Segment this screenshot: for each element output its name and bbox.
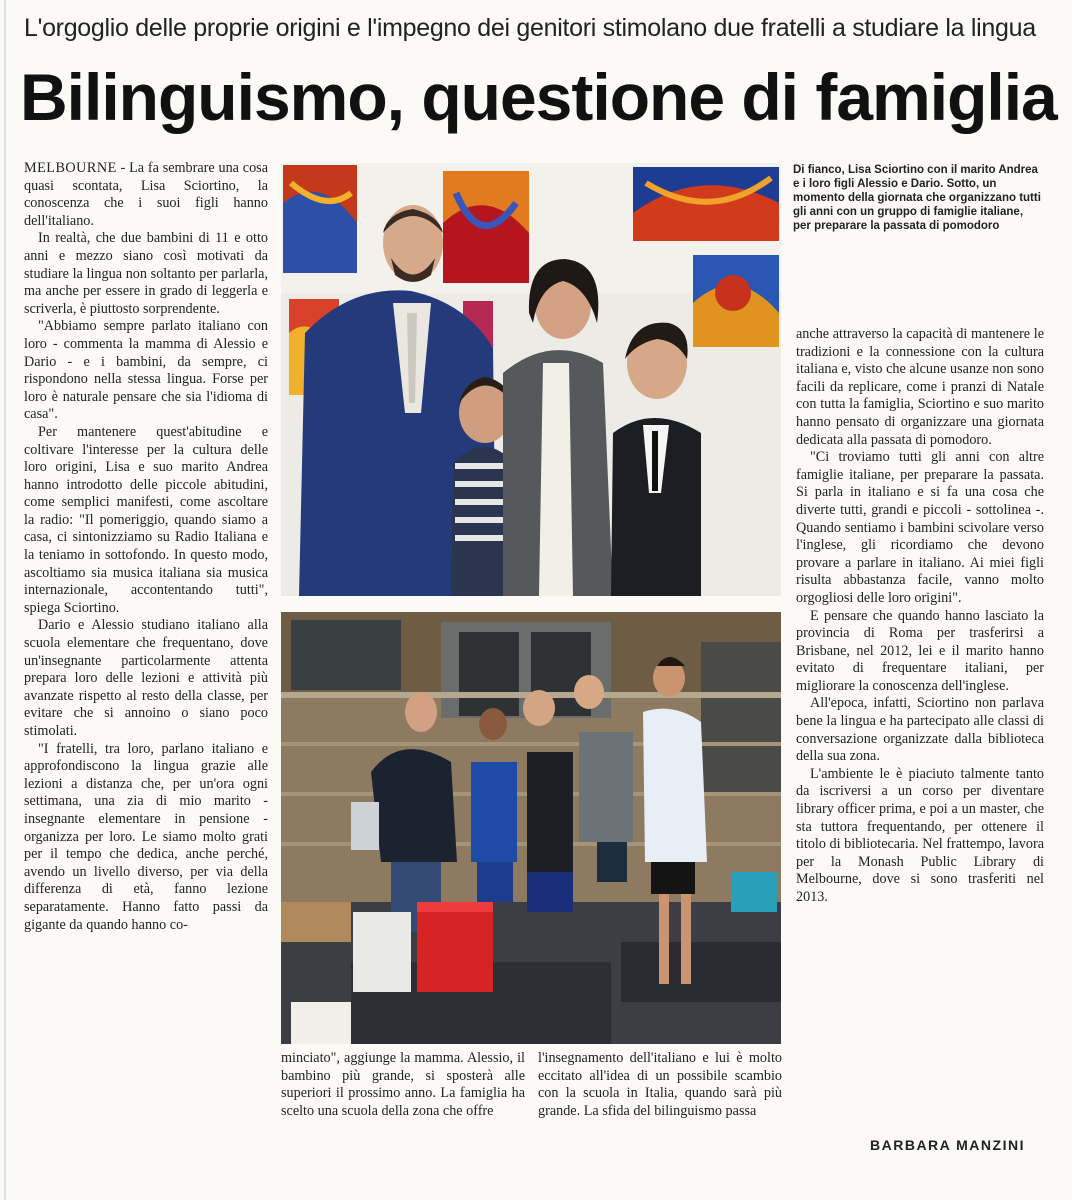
paragraph: L'ambiente le è piaciuto talmente tanto da iscriversi a un corso per diventare library officer prima, e poi a un master, che sta tuttora frequentando, per ottenere il titolo di bibliotecaria. Nel frattempo, lavora per la Monash Public Library di Melbourne, dove si sono trasferiti nel 2013. — [796, 765, 1044, 905]
article-kicker: L'orgoglio delle proprie origini e l'impegno dei genitori stimolano due fratelli a studiare la lingua — [24, 14, 1036, 42]
margin-rule — [4, 0, 6, 1200]
paragraph: In realtà, che due bambini di 11 e otto anni e mezzo siano così motivati da studiare la lingua non soltanto per parlarla, ma anche per essere in grado di leggerla e scriverla, è piuttosto sorprendente. — [24, 230, 268, 317]
photo-caption: Di fianco, Lisa Sciortino con il marito Andrea e i loro figli Alessio e Dario. Sotto, un momento della giornata che organizzano tutti gli anni con un gruppo di famiglie italiane, per preparare la passata di pomodoro — [793, 164, 1041, 232]
article-headline: Bilinguismo, questione di famiglia — [20, 60, 1057, 134]
article-column-1 — [24, 160, 268, 1157]
paragraph-text: - La fa sembrare una cosa quasi scontata, Lisa Sciortino, la conoscenza che i suoi figli hanno dell'italiano. — [24, 160, 268, 229]
paragraph: Dario e Alessio studiano italiano alla scuola elementare che frequentano, dove un'insegnante particolarmente attenta prepara loro delle lezioni e attività più avanzate rispetto al resto della classe, per evitare che si annoino o siano poco stimolati. — [24, 617, 268, 739]
paragraph: E pensare che quando hanno lasciato la provincia di Roma per trasferirsi a Brisbane, nel 2012, lei e il marito hanno evitato di frequentare italiani, per migliorare la conoscenza dell'inglese. — [796, 607, 1044, 694]
family-portrait-photo — [281, 163, 781, 596]
paragraph: "I fratelli, tra loro, parlano italiano e approfondiscono la lingua grazie alle lezioni a distanza che, per un'ora ogni settimana, una zia di mio marito - insegnante elementare in pensione - organizza per loro. Le siamo molto grati per il tempo che dedica, anche perché, avendo un livello diverso, per via della differenza di età, fanno lezione separatamente. Hanno fatto passi da gigante da quando hanno co- — [24, 740, 268, 933]
article-column-4 — [796, 326, 1044, 1134]
article-column-2 — [281, 1050, 525, 1160]
paragraph: All'epoca, infatti, Sciortino non parlava bene la lingua e ha partecipato alle classi di conversazione organizzate dalla biblioteca della sua zona. — [796, 695, 1044, 765]
paragraph: anche attraverso la capacità di mantenere le tradizioni e la connessione con la cultura italiana e, visto che alcune usanze non sono facili da replicare, come i pranzi di Natale con tutta la famiglia, Sciortino e suo marito hanno pensato di organizzare una giornata dedicata alla passata di pomodoro. — [796, 326, 1044, 448]
tomato-sauce-day-photo — [281, 612, 781, 1044]
article-column-3 — [538, 1050, 782, 1160]
paragraph — [24, 160, 268, 230]
paragraph: Per mantenere quest'abitudine e coltivare l'interesse per la cultura delle loro origini, Lisa e suo marito Andrea hanno introdotto delle piccole abitudini, come semplici manifesti, come ascoltare la radio: "Il pomeriggio, quando siamo a casa, ci sintonizziamo su Radio Italiana e la teniamo in sottofondo. In questo modo, ascoltiamo sia musica italiana sia musica internazionale, accontentando tutti", spiega Sciortino. — [24, 423, 268, 616]
paragraph: "Ci troviamo tutti gli anni con altre famiglie italiane, per preparare la passata. Si parla in italiano e si fa una cosa che diverte tutti, grandi e piccoli - sottolinea -. Quando sentiamo i bambini scivolare verso l'inglese, gli ricordiamo che devono provare a parlare in italiano. Ai miei figli risulta abbastanza facile, vanno molto orgogliosi delle loro origini". — [796, 449, 1044, 606]
paragraph: l'insegnamento dell'italiano e lui è molto eccitato all'idea di un possibile scambio con la scuola in Italia, quando sarà più grande. La sfida del bilinguismo passa — [538, 1050, 782, 1119]
paragraph: minciato", aggiunge la mamma. Alessio, il bambino più grande, si sposterà alle superiori il prossimo anno. La famiglia ha scelto una scuola della zona che offre — [281, 1050, 525, 1119]
dateline: MELBOURNE — [24, 160, 117, 176]
author-byline: BARBARA MANZINI — [870, 1137, 1025, 1153]
paragraph: "Abbiamo sempre parlato italiano con loro - commenta la mamma di Alessio e Dario - e i bambini, da sempre, ci rispondono nella stessa lingua. Forse per loro è naturale pensare che sia l'idioma di casa". — [24, 318, 268, 423]
